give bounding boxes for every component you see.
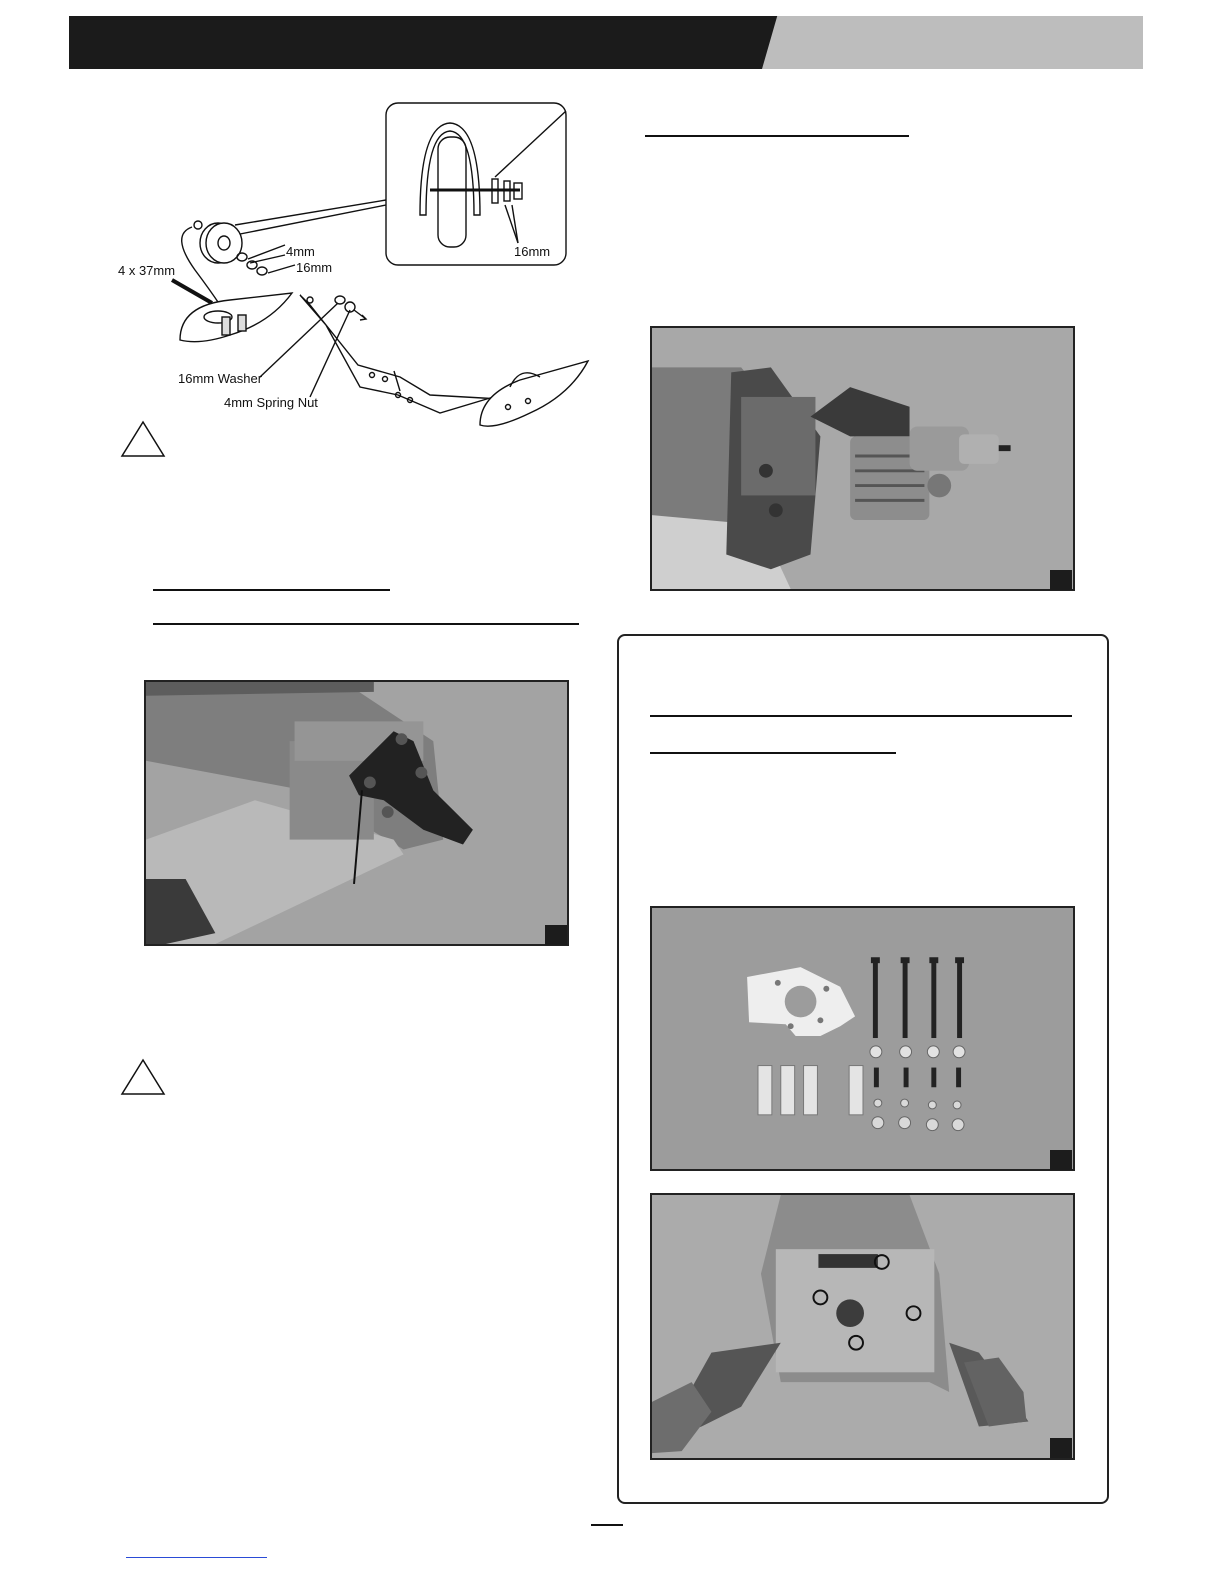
footer-link-underline[interactable] <box>126 1557 267 1558</box>
warning-triangle-icon <box>120 420 166 458</box>
figure-tag <box>545 925 567 945</box>
heading-underline-right <box>645 135 909 137</box>
page-number-underline <box>591 1524 623 1526</box>
bolt-label: 4 x 37mm <box>118 263 176 278</box>
photo-firewall-holes <box>650 1193 1075 1460</box>
washer-4mm-label: 4mm <box>286 244 315 259</box>
photo-mount-parts <box>650 906 1075 1171</box>
spring-nut-label: 4mm Spring Nut <box>224 395 318 410</box>
header-bar-dark <box>69 16 789 69</box>
photo-engine-mounted <box>650 326 1075 591</box>
photo-engine-mount-installed <box>144 680 569 946</box>
figure-tag <box>1050 1150 1072 1170</box>
washer-16mm-label: 16mm <box>296 260 333 275</box>
heading-underline-long <box>153 623 579 625</box>
figure-tag <box>1050 570 1072 590</box>
panel-heading-underline <box>650 715 1072 717</box>
washer-label: 16mm Washer <box>178 371 263 386</box>
figure-tag <box>1050 1438 1072 1458</box>
panel-heading-underline-short <box>650 752 896 754</box>
warning-triangle-icon <box>120 1058 166 1096</box>
inset-16mm-label: 16mm <box>514 244 551 259</box>
header-bar-light <box>762 16 1143 69</box>
heading-underline <box>153 589 390 591</box>
landing-gear-diagram <box>100 95 600 435</box>
